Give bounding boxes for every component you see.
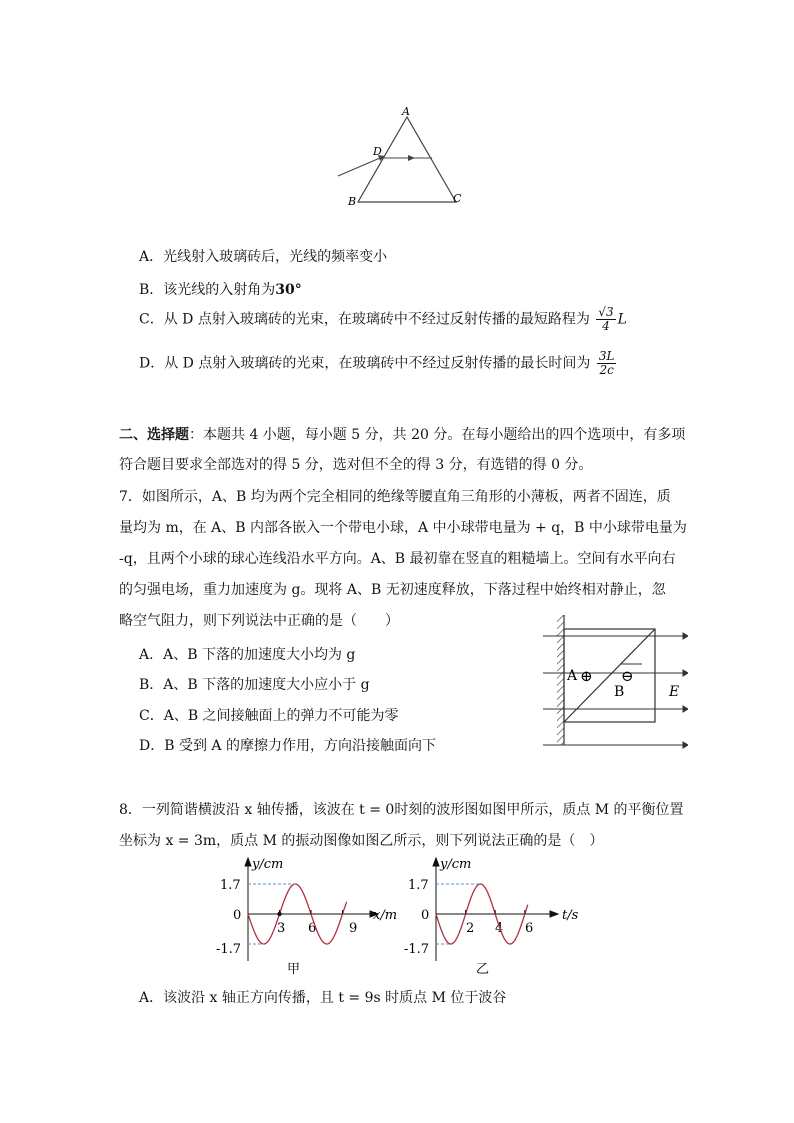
prism-label-b: B xyxy=(348,195,357,208)
yi-xlabel: t/s xyxy=(562,908,579,923)
jia-ytick-bottom: -1.7 xyxy=(216,942,242,957)
vibration-chart-yi xyxy=(398,855,598,980)
yi-ytick-zero: 0 xyxy=(421,908,430,923)
yi-xtick-4: 4 xyxy=(495,921,504,936)
q6-option-c: C．从 D 点射入玻璃砖的光束，在玻璃砖中不经过反射传播的最短路程为 $\frac{√3}{4}$ L xyxy=(139,305,627,333)
yi-title: 乙 xyxy=(476,962,490,977)
q6-option-a: A．光线射入玻璃砖后，光线的频率变小 xyxy=(139,249,388,265)
q8-line-2: 坐标为 x = 3m，质点 M 的振动图像如图乙所示，则下列说法正确的是（ ） xyxy=(119,833,604,849)
fraction-d: $\frac{3L}{2c}$ xyxy=(598,349,615,377)
prism-label-a: A xyxy=(402,105,410,118)
minus-charge-icon: ⊖ xyxy=(621,667,634,685)
yi-xtick-6: 6 xyxy=(525,921,534,936)
q7-figure xyxy=(538,612,688,752)
jia-xlabel: x/m xyxy=(373,908,398,923)
wall-icon xyxy=(557,615,564,745)
q7-option-c: C．A、B 之间接触面上的弹力不可能为零 xyxy=(139,708,399,724)
q7-line-4: 的匀强电场，重力加速度为 g。现将 A、B 无初速度释放，下落过程中始终相对静止，忽 xyxy=(119,582,666,598)
q6-option-b: B．该光线的入射角为30° xyxy=(139,282,302,298)
jia-xtick-6: 6 xyxy=(308,921,317,936)
wave-chart-jia xyxy=(210,855,410,980)
fraction-c: $\frac{√3}{4}$ xyxy=(598,305,614,333)
prism-label-d: D xyxy=(373,145,382,158)
q7-line-5: 略空气阻力，则下列说法中正确的是（ ） xyxy=(119,613,399,629)
q7-line-3: -q，且两个小球的球心连线沿水平方向。A、B 最初靠在竖直的粗糙墙上。空间有水平向右 xyxy=(119,551,676,567)
section2-line2: 符合题目要求全部选对的得 5 分，选对但不全的得 3 分，有选错的得 0 分。 xyxy=(119,457,593,473)
block-label-a: A xyxy=(567,668,578,684)
prism-figure xyxy=(320,100,470,220)
yi-xtick-2: 2 xyxy=(466,921,475,936)
block-label-b: B xyxy=(614,684,625,700)
q6-option-d: D．从 D 点射入玻璃砖的光束，在玻璃砖中不经过反射传播的最长时间为 $\frac{3L}{2c}$ xyxy=(139,349,615,377)
q8-line-1: 8．一列简谐横波沿 x 轴传播，该波在 t = 0时刻的波形图如图甲所示，质点 M 的平衡位置 xyxy=(119,802,684,818)
jia-xtick-9: 9 xyxy=(349,921,358,936)
plus-charge-icon: ⊕ xyxy=(580,667,593,685)
q7-option-d: D．B 受到 A 的摩擦力作用，方向沿接触面向下 xyxy=(139,738,436,754)
yi-ytick-top: 1.7 xyxy=(408,878,429,893)
yi-ytick-bottom: -1.7 xyxy=(404,942,430,957)
section2-line1: 二、选择题：本题共 4 小题，每小题 5 分，共 20 分。在每小题给出的四个选项中，有多项 xyxy=(119,427,686,443)
jia-ytick-zero: 0 xyxy=(233,908,242,923)
prism-label-c: C xyxy=(453,192,462,205)
jia-xtick-3: 3 xyxy=(277,921,286,936)
field-label-e: E xyxy=(669,684,680,700)
jia-title: 甲 xyxy=(287,962,301,977)
jia-ylabel: y/cm xyxy=(252,857,284,872)
q7-line-1: 7．如图所示，A、B 均为两个完全相同的绝缘等腰直角三角形的小薄板，两者不固连，质 xyxy=(119,489,671,505)
jia-ytick-top: 1.7 xyxy=(220,878,241,893)
q8-option-a: A．该波沿 x 轴正方向传播，且 t = 9s 时质点 M 位于波谷 xyxy=(139,990,507,1006)
q7-line-2: 量均为 m，在 A、B 内部各嵌入一个带电小球，A 中小球带电量为 + q，B 中小球带电量为 xyxy=(119,520,687,536)
q7-option-b: B．A、B 下落的加速度大小应小于 g xyxy=(139,677,370,693)
jia-point-m xyxy=(277,912,281,916)
q7-option-a: A．A、B 下落的加速度大小均为 g xyxy=(139,647,356,663)
yi-ylabel: y/cm xyxy=(440,857,472,872)
